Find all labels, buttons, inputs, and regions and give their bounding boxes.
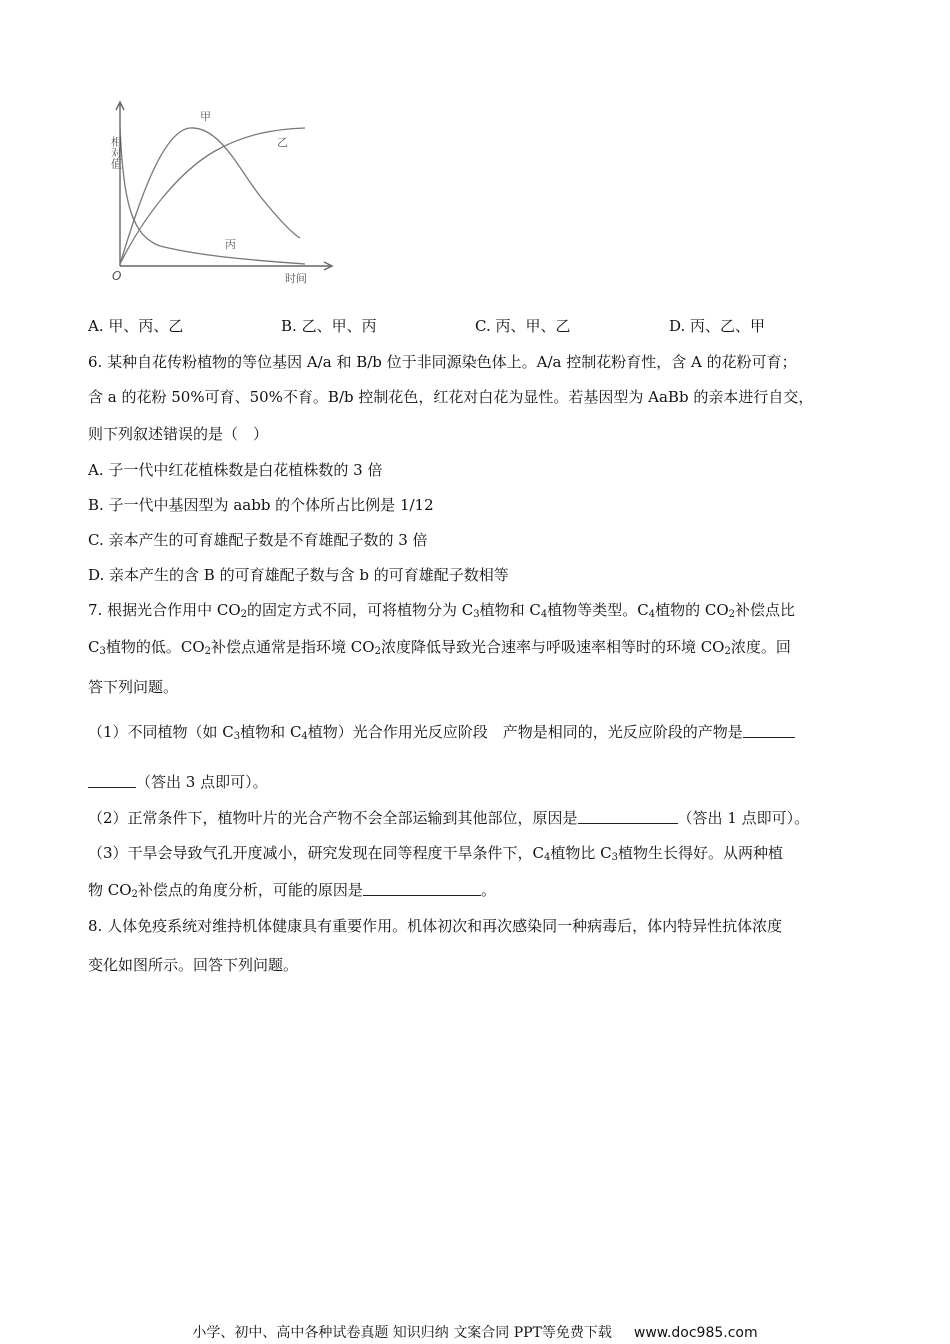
q5-option-a-text: 甲、丙、乙 bbox=[108, 317, 184, 335]
q6-stem-line-3: 则下列叙述错误的是（ ） bbox=[88, 425, 269, 443]
q6-stem-line-1: 6. 某种自花传粉植物的等位基因 A/a 和 B/b 位于非同源染色体上。A/a 控制花粉育性，含 A 的花粉可育； bbox=[88, 353, 797, 371]
label-jia: 甲 bbox=[200, 110, 211, 123]
q7-part2-answer-blank[interactable] bbox=[578, 809, 678, 824]
q5-option-c-letter: C. bbox=[475, 317, 491, 335]
q5-option-b[interactable] bbox=[281, 316, 377, 336]
y-axis-label: 相对值 bbox=[109, 136, 123, 169]
footer-text: 小学、初中、高中各种试卷真题 知识归纳 文案合同 PPT等免费下载 bbox=[192, 1325, 612, 1341]
q7-stem-line-2: $C_3$植物的低。$CO_2$补偿点通常是指环境 $CO_2$浓度降低导致光合速率与呼吸速率相等时的环境 $CO_2$浓度。回 bbox=[88, 638, 791, 657]
q7-part3-line-1: （3）干旱会导致气孔开度减小，研究发现在同等程度干旱条件下，$C_4$植物比 $C_3$植物生长得好。从两种植 bbox=[88, 844, 784, 863]
x-axis-label: 时间 bbox=[285, 272, 307, 285]
q6-option-c[interactable]: C. 亲本产生的可育雄配子数是不育雄配子数的 3 倍 bbox=[88, 531, 428, 549]
q5-option-c-text: 丙、甲、乙 bbox=[495, 317, 571, 335]
q5-option-d-letter: D. bbox=[669, 317, 686, 335]
q5-option-d-text: 丙、乙、甲 bbox=[690, 317, 766, 335]
q6-option-d[interactable]: D. 亲本产生的含 B 的可育雄配子数与含 b 的可育雄配子数相等 bbox=[88, 566, 509, 584]
q7-part2-line: （2）正常条件下，植物叶片的光合产物不会全部运输到其他部位，原因是 （答出 1 点即可）。 bbox=[88, 809, 810, 827]
q7-part3-answer-blank[interactable] bbox=[363, 881, 481, 896]
page-footer bbox=[0, 1324, 950, 1342]
curve-jia bbox=[120, 128, 300, 264]
q7-part3-line-2: 物 $CO_2$补偿点的角度分析，可能的原因是 。 bbox=[88, 881, 496, 900]
curve-figure bbox=[100, 96, 340, 296]
q5-option-c[interactable] bbox=[475, 316, 571, 336]
q5-option-b-text: 乙、甲、丙 bbox=[301, 317, 377, 335]
q6-option-b[interactable]: B. 子一代中基因型为 aabb 的个体所占比例是 1/12 bbox=[88, 496, 434, 514]
q6-option-a[interactable]: A. 子一代中红花植株数是白花植株数的 3 倍 bbox=[88, 461, 383, 479]
origin-label: O bbox=[112, 269, 122, 283]
figure-axes bbox=[116, 102, 332, 270]
q8-stem-line-2: 变化如图所示。回答下列问题。 bbox=[88, 956, 299, 974]
q7-stem-line-1: 7. 根据光合作用中 $CO_2$的固定方式不同，可将植物分为 $C_3$植物和 $C_4$植物等类型。$C_4$植物的 $CO_2$补偿点比 bbox=[88, 601, 796, 620]
label-bing: 丙 bbox=[225, 238, 236, 251]
label-yi: 乙 bbox=[277, 136, 288, 149]
q7-stem-line-3: 答下列问题。 bbox=[88, 678, 179, 696]
q7-part1-answer-blank-cont[interactable] bbox=[88, 773, 136, 788]
q5-option-d[interactable] bbox=[669, 316, 765, 336]
footer-url[interactable]: www.doc985.com bbox=[633, 1325, 758, 1341]
q7-part1-answer-blank[interactable] bbox=[743, 723, 795, 738]
q5-option-b-letter: B. bbox=[281, 317, 297, 335]
q8-stem-line-1: 8. 人体免疫系统对维持机体健康具有重要作用。机体初次和再次感染同一种病毒后，体内特异性抗体浓度 bbox=[88, 917, 783, 935]
q7-part1-line-1: （1）不同植物（如 $C_3$植物和 $C_4$植物）光合作用光反应阶段 产物是相同的，光反应阶段的产物是 bbox=[88, 722, 795, 747]
q5-option-a[interactable] bbox=[88, 316, 183, 336]
q6-stem-line-2: 含 a 的花粉 50%可育、50%不育。B/b 控制花色，红花对白花为显性。若基因型为 AaBb 的亲本进行自交， bbox=[88, 388, 814, 406]
q7-part1-line-2: （答出 3 点即可）。 bbox=[88, 772, 268, 792]
q5-option-a-letter: A. bbox=[88, 317, 104, 335]
